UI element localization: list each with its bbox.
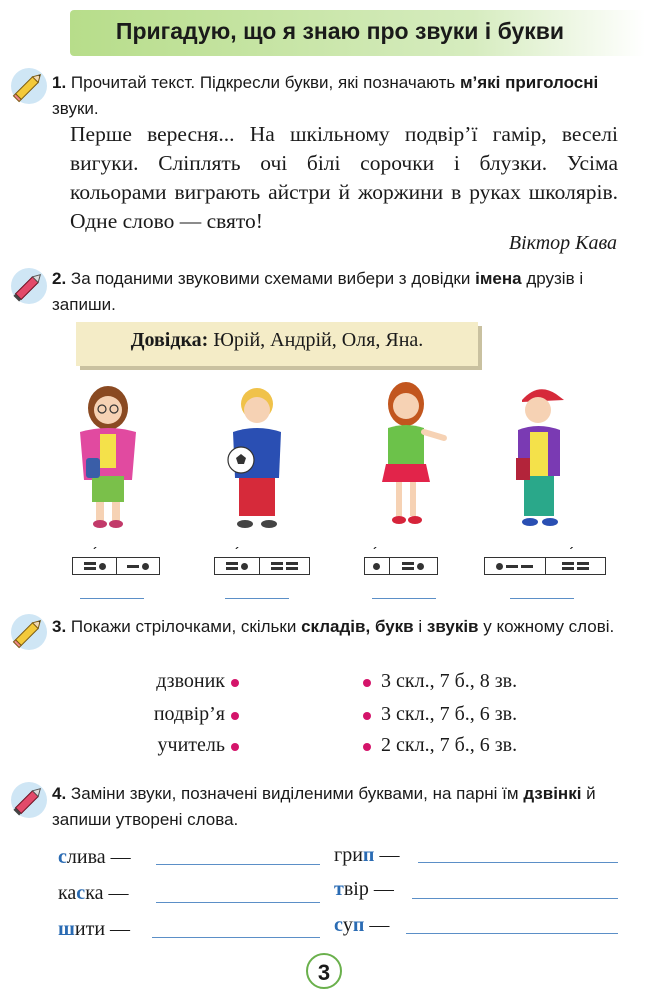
task3-word: подвір’я [153, 703, 225, 725]
match-dot-right[interactable] [363, 712, 371, 720]
page-title: Пригадую, що я знаю про звуки і букви [115, 18, 565, 44]
task4-instruction: 4. Заміни звуки, позначені виділеними буквами, на парні їм дзвінкі й запиши утворені слова. [52, 784, 596, 829]
pencil-icon [8, 66, 50, 106]
answer-line[interactable] [412, 898, 618, 899]
girl-dress-illustration [360, 378, 460, 528]
syllable-cell [260, 558, 309, 574]
match-dot-left[interactable] [231, 712, 239, 720]
sound-scheme-1 [72, 545, 160, 575]
match-dot-right[interactable] [363, 679, 371, 687]
page-number: 3 [306, 953, 342, 989]
pencil-icon [8, 612, 50, 652]
answer-line[interactable] [406, 933, 618, 934]
task3-word: дзвоник [156, 670, 225, 692]
syllable-cell [117, 558, 159, 574]
syllable-cell: ´ [365, 558, 390, 574]
match-dot-left[interactable] [231, 743, 239, 751]
answer-line[interactable] [156, 902, 320, 903]
sound-scheme-3 [364, 545, 438, 575]
task1-poem: Перше вересня... На шкільному подвір’ї гамір, веселі вигуки. Сліплять очі білі сорочки і блузки. Усіма кольорами виграють айстри й жоржини в руках школярів. Одне слово — свято! [70, 122, 618, 233]
pen-icon [8, 780, 50, 820]
answer-line-2[interactable] [225, 598, 289, 599]
syllable-cell [485, 558, 546, 574]
task3-count: 3 скл., 7 б., 8 зв. [381, 670, 518, 692]
task3-count: 2 скл., 7 б., 6 зв. [381, 734, 518, 756]
answer-line-1[interactable] [80, 598, 144, 599]
syllable-cell: ´ [215, 558, 260, 574]
match-dot-left[interactable] [231, 679, 239, 687]
sound-scheme-4 [484, 545, 606, 575]
girl-glasses-illustration [58, 382, 158, 532]
poem-author: Віктор Кава [508, 232, 617, 254]
task2-instruction: 2. За поданими звуковими схемами вибери з довідки імена друзів і запиши. [52, 269, 584, 314]
answer-line-3[interactable] [372, 598, 436, 599]
boy-ball-illustration [205, 382, 305, 532]
task4-word-tvir: твір — [334, 878, 394, 900]
task4-word-slyva: слива — [58, 846, 131, 868]
boy-cap-illustration [492, 380, 592, 530]
task4-word-kaska: каска — [58, 882, 129, 904]
hint-text: Довідка: Юрій, Андрій, Оля, Яна. [130, 329, 424, 351]
task3-instruction: 3. Покажи стрілочками, скільки складів, букв і звуків у кожному слові. [52, 617, 615, 636]
task3-count: 3 скл., 7 б., 6 зв. [381, 703, 518, 725]
pen-icon [8, 266, 50, 306]
syllable-cell: ´ [546, 558, 606, 574]
syllable-cell [390, 558, 437, 574]
answer-line[interactable] [156, 864, 320, 865]
task4-word-hryp: грип — [334, 844, 400, 866]
task1-instruction: 1. Прочитай текст. Підкресли букви, які позначають м’які приголосні звуки. [52, 73, 599, 118]
sound-scheme-2 [214, 545, 310, 575]
syllable-cell: ´ [73, 558, 117, 574]
task3-word: учитель [157, 734, 225, 756]
answer-line[interactable] [152, 937, 320, 938]
task4-word-shyty: шити — [58, 918, 131, 940]
task4-word-sup: суп — [334, 914, 390, 936]
answer-line-4[interactable] [510, 598, 574, 599]
match-dot-right[interactable] [363, 743, 371, 751]
answer-line[interactable] [418, 862, 618, 863]
